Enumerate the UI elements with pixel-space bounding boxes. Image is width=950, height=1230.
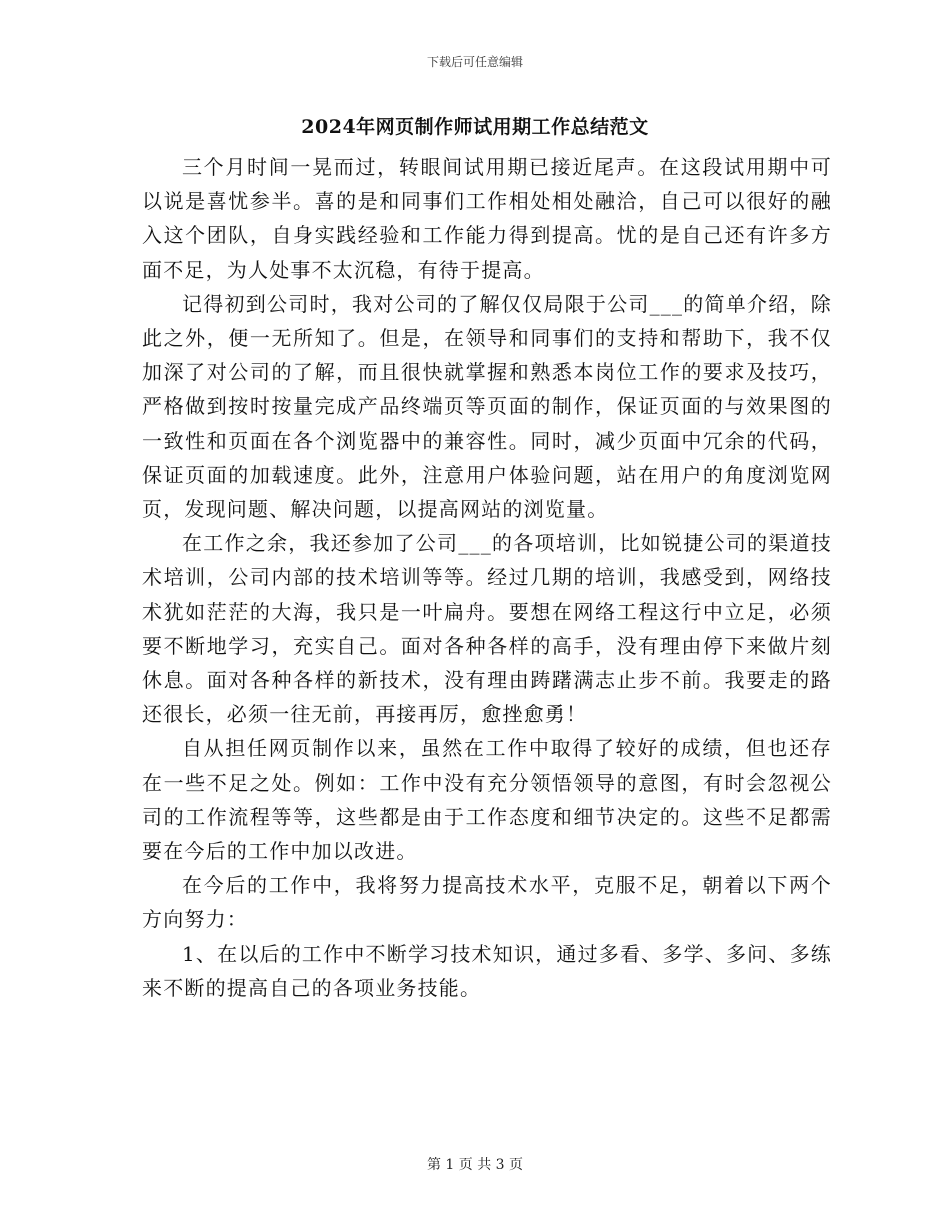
paragraph: 三个月时间一晃而过，转眼间试用期已接近尾声。在这段试用期中可以说是喜忧参半。喜的是和同事们工作相处相处融洽，自己可以很好的融入这个团队，自身实践经验和工作能力得到提高。忧的是自己还有许多方面不足，为人处事不太沉稳，有待于提高。 (142, 155, 832, 282)
paragraph: 自从担任网页制作以来，虽然在工作中取得了较好的成绩，但也还存在一些不足之处。例如：工作中没有充分领悟领导的意图，有时会忽视公司的工作流程等等，这些都是由于工作态度和细节决定的。这些不足都需要在今后的工作中加以改进。 (142, 736, 832, 864)
paragraph: 1、在以后的工作中不断学习技术知识，通过多看、多学、多问、多练来不断的提高自己的各项业务技能。 (142, 941, 832, 1000)
document-title: 2024年网页制作师试用期工作总结范文 (301, 116, 649, 138)
paragraph: 在今后的工作中，我将努力提高技术水平，克服不足，朝着以下两个方向努力： (142, 873, 832, 932)
page-header-note: 下载后可任意编辑 (426, 55, 523, 69)
paragraph: 记得初到公司时，我对公司的了解仅仅局限于公司___的简单介绍，除此之外，便一无所知了。但是，在领导和同事们的支持和帮助下，我不仅加深了对公司的了解，而且很快就掌握和熟悉本岗位工作的要求及技巧，严格做到按时按量完成产品终端页等页面的制作，保证页面的与效果图的一致性和页面在各个浏览器中的兼容性。同时，减少页面中冗余的代码，保证页面的加载速度。此外，注意用户体验问题，站在用户的角度浏览网页，发现问题、解决问题，以提高网站的浏览量。 (142, 291, 832, 522)
page-number: 第 1 页 共 3 页 (426, 1157, 524, 1173)
document-body (142, 150, 832, 1005)
paragraph: 在工作之余，我还参加了公司___的各项培训，比如锐捷公司的渠道技术培训，公司内部的技术培训等等。经过几期的培训，我感受到，网络技术犹如茫茫的大海，我只是一叶扁舟。要想在网络工程这行中立足，必须要不断地学习，充实自己。面对各种各样的高手，没有理由停下来做片刻休息。面对各种各样的新技术，没有理由踌躇满志止步不前。我要走的路还很长，必须一往无前，再接再厉，愈挫愈勇！ (142, 531, 832, 727)
